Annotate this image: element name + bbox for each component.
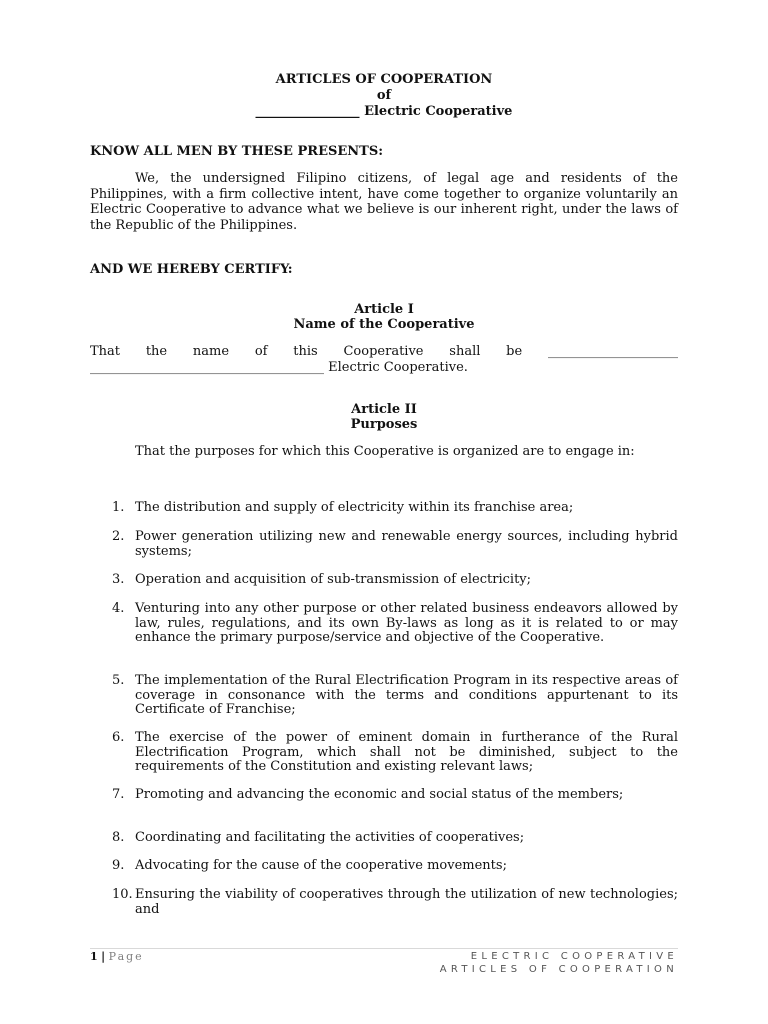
list-item-text: Coordinating and facilitating the activities of cooperatives;: [135, 830, 525, 845]
article-1-heading: [90, 302, 678, 332]
list-item-number: 9.: [112, 858, 125, 873]
list-item: [90, 573, 678, 588]
page-number: [90, 950, 144, 964]
article-1-title: Name of the Cooperative: [293, 317, 475, 332]
list-item-number: 5.: [112, 673, 125, 688]
list-item: [90, 530, 678, 559]
list-item: [90, 831, 678, 846]
footer-line-1: ELECTRIC COOPERATIVE: [470, 951, 678, 962]
article-1-label: Article I: [354, 302, 414, 317]
page-label: Page: [108, 950, 144, 963]
list-item-number: 10.: [112, 887, 133, 902]
document-title-of: of: [376, 88, 392, 103]
intro-paragraph: We, the undersigned Filipino citizens, of legal age and residents of the Philippines, with a firm collective intent, have come together to organize voluntarily an Electric Cooperative to advance what we believe is our inherent right, under the laws of the Republic of the Philippines.: [90, 171, 678, 233]
list-item: [90, 602, 678, 646]
document-title: ARTICLES OF COOPERATION: [275, 72, 493, 87]
list-item-text: Ensuring the viability of cooperatives through the utilization of new technologies; and: [135, 887, 678, 917]
certify-heading: AND WE HEREBY CERTIFY:: [90, 262, 293, 277]
list-item-text: The exercise of the power of eminent domain in furtherance of the Rural Electrification Program, which shall not be diminished, subject to the requirements of the Constitution and existing relevant laws;: [135, 730, 678, 774]
page-number-value: 1: [90, 950, 98, 963]
list-item: [90, 731, 678, 775]
list-item-number: 6.: [112, 730, 125, 745]
footer-divider: [90, 948, 678, 949]
article-2-heading: [90, 402, 678, 432]
page-number-separator: |: [101, 950, 106, 963]
list-item-text: Power generation utilizing new and renewable energy sources, including hybrid systems;: [135, 529, 678, 559]
document-subtitle: ________________ Electric Cooperative: [255, 104, 513, 119]
list-item-text: Advocating for the cause of the cooperative movements;: [135, 858, 507, 873]
article-2-label: Article II: [351, 402, 417, 417]
list-item-number: 4.: [112, 601, 125, 616]
list-item: [90, 859, 678, 874]
footer-line-2: ARTICLES OF COOPERATION: [439, 964, 678, 975]
article-2-title: Purposes: [350, 417, 418, 432]
list-item: [90, 501, 678, 516]
footer-document-label: [440, 950, 678, 976]
article-1-text: That the name of this Cooperative shall be ____________________ ____________________________________ Electric Cooperative.: [90, 344, 678, 375]
article-2-intro: That the purposes for which this Cooperative is organized are to engage in:: [135, 444, 635, 459]
list-item-text: Venturing into any other purpose or other related business endeavors allowed by law, rules, regulations, and its own By-laws as long as it is related to or may enhance the primary purpose/service and objective of the Cooperative.: [135, 601, 678, 645]
document-title-block: [90, 72, 678, 120]
list-item: [90, 674, 678, 718]
list-item-text: Promoting and advancing the economic and social status of the members;: [135, 787, 624, 802]
list-item-number: 7.: [112, 787, 125, 802]
list-item: [90, 788, 678, 803]
list-item-number: 8.: [112, 830, 125, 845]
list-item-number: 3.: [112, 572, 125, 587]
list-item-number: 1.: [112, 500, 125, 515]
list-item-text: The distribution and supply of electricity within its franchise area;: [135, 500, 574, 515]
list-item-number: 2.: [112, 529, 125, 544]
know-all-heading: KNOW ALL MEN BY THESE PRESENTS:: [90, 144, 384, 159]
list-item: [90, 888, 678, 917]
list-item-text: The implementation of the Rural Electrification Program in its respective areas of coverage in consonance with the terms and conditions appurtenant to its Certificate of Franchise;: [135, 673, 678, 717]
list-item-text: Operation and acquisition of sub-transmission of electricity;: [135, 572, 532, 587]
